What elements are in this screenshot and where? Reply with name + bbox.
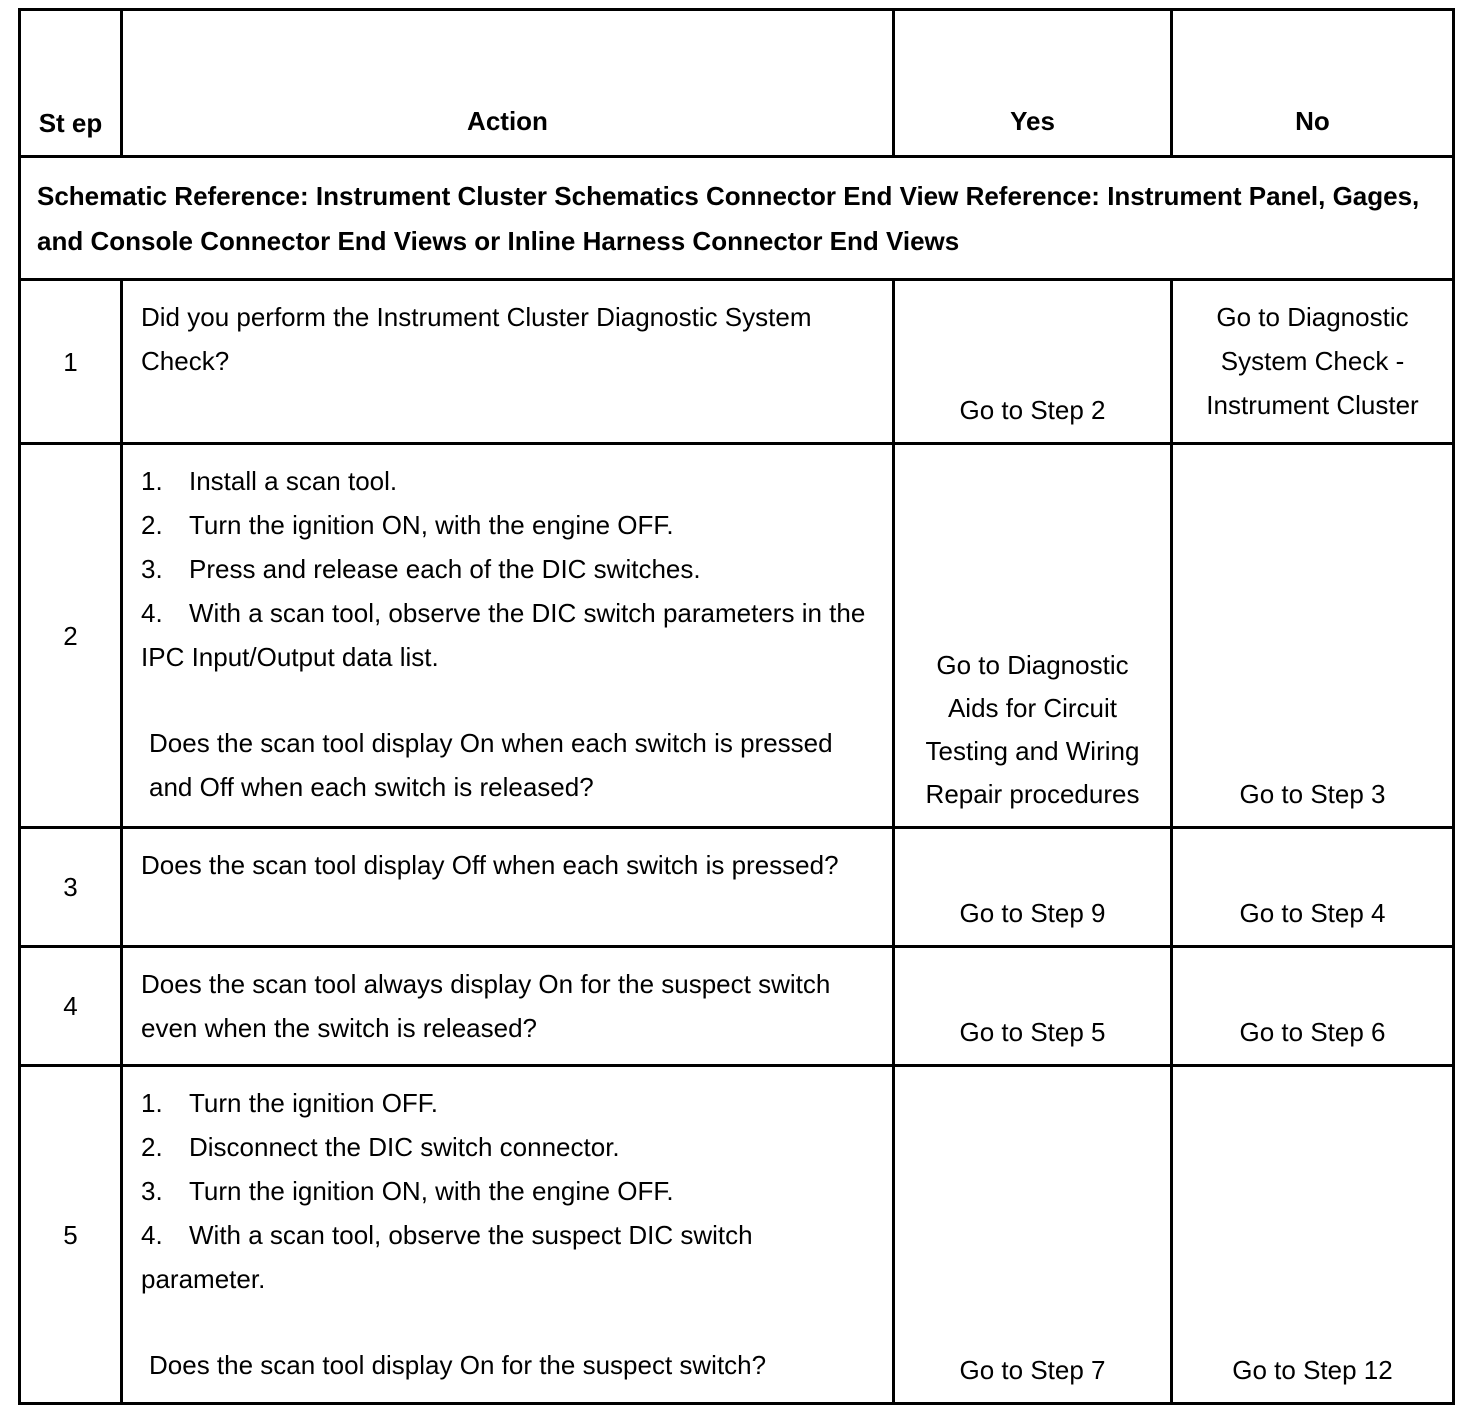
list-item: 4. With a scan tool, observe the suspect DIC switch parameter. [141,1220,753,1294]
header-yes: Yes [894,10,1172,157]
header-no: No [1172,10,1454,157]
table-row [20,828,1454,947]
step-number: 4 [20,947,122,1066]
no-result: Go to Step 6 [1172,947,1454,1066]
table-row [20,947,1454,1066]
header-row [20,10,1454,157]
step-number: 1 [20,280,122,444]
header-action: Action [122,10,894,157]
yes-result: Go to Step 5 [894,947,1172,1066]
yes-result: Go to Step 9 [894,828,1172,947]
yes-result: Go to Step 7 [894,1066,1172,1404]
yes-result: Go to Step 2 [894,280,1172,444]
no-result: Go to Diagnostic System Check - Instrument Cluster [1172,280,1454,444]
reference-row [20,157,1454,280]
question-text: Does the scan tool display On for the suspect switch? [149,1350,767,1380]
table-row [20,1066,1454,1404]
table-row [20,280,1454,444]
list-item: 1. Turn the ignition OFF. [141,1088,439,1118]
action-cell [122,1066,894,1404]
yes-result: Go to Diagnostic Aids for Circuit Testing and Wiring Repair procedures [894,444,1172,828]
action-text: Does the scan tool display Off when each switch is pressed? [122,828,894,947]
action-text: Did you perform the Instrument Cluster Diagnostic System Check? [122,280,894,444]
list-item: 4. With a scan tool, observe the DIC switch parameters in the IPC Input/Output data list. [141,598,866,672]
list-item: 3. Press and release each of the DIC switches. [141,554,701,584]
no-result: Go to Step 4 [1172,828,1454,947]
no-result: Go to Step 3 [1172,444,1454,828]
action-cell [122,444,894,828]
substep-list [141,459,876,679]
step-number: 5 [20,1066,122,1404]
step-number: 3 [20,828,122,947]
step-number: 2 [20,444,122,828]
table-row [20,444,1454,828]
list-item: 2. Disconnect the DIC switch connector. [141,1132,620,1162]
question-text: Does the scan tool display On when each switch is pressed and Off when each switch is released? [149,728,833,802]
diagnostic-table [18,8,1455,1405]
action-text: Does the scan tool always display On for the suspect switch even when the switch is released? [122,947,894,1066]
schematic-reference: Schematic Reference: Instrument Cluster Schematics Connector End View Reference: Instrument Panel, Gages, and Console Connector End Views or Inline Harness Connector End Views [20,157,1454,280]
substep-list [141,1081,876,1301]
list-item: 1. Install a scan tool. [141,466,398,496]
list-item: 2. Turn the ignition ON, with the engine OFF. [141,510,674,540]
no-result: Go to Step 12 [1172,1066,1454,1404]
header-step: St ep [20,10,122,157]
list-item: 3. Turn the ignition ON, with the engine OFF. [141,1176,674,1206]
